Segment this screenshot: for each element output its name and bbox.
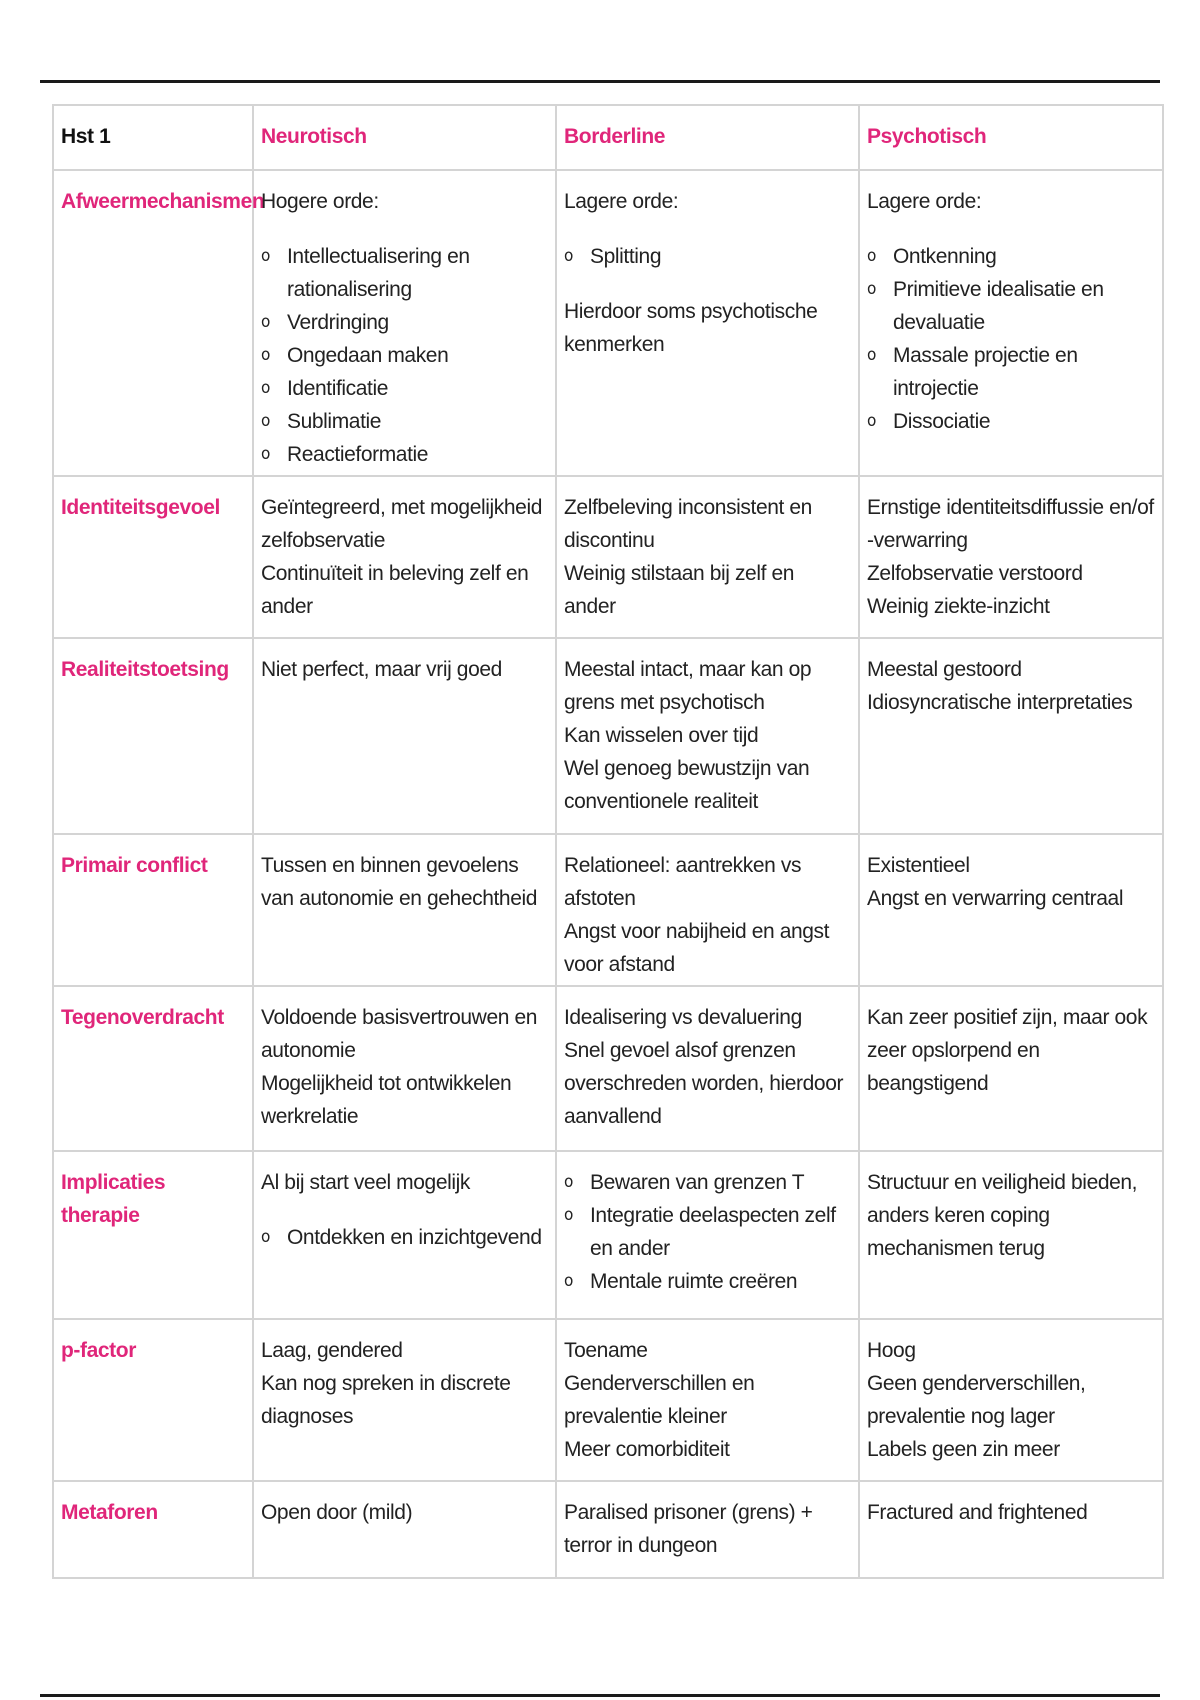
row-label-p-factor: p-factor (53, 1319, 253, 1481)
cell-psychotisch (859, 638, 1163, 834)
cell-borderline (556, 986, 859, 1151)
cell-line: Fractured and frightened (867, 1501, 1088, 1524)
cell-line: Existentieel (867, 854, 970, 877)
cell-line: Ernstige identiteitsdiffussie en/of -verwarring (867, 496, 1154, 552)
cell-psychotisch (859, 476, 1163, 638)
bullet-list (261, 240, 548, 471)
cell-intro: Hogere orde: (261, 190, 379, 213)
list-item: o Verdringing (261, 306, 548, 339)
list-item: o Bewaren van grenzen T (564, 1166, 851, 1199)
cell-line: Wel genoeg bewustzijn van conventionele realiteit (564, 757, 810, 813)
cell-psychotisch (859, 834, 1163, 986)
cell-line: Tussen en binnen gevoelens van autonomie en gehechtheid (261, 854, 538, 910)
cell-line: Meestal intact, maar kan op grens met psychotisch (564, 658, 812, 714)
row-label-afweermechanismen: Afweermechanismen (53, 170, 253, 476)
header-cell-borderline: Borderline (556, 105, 859, 170)
cell-line: Meestal gestoord (867, 658, 1022, 681)
header-cell-neurotisch: Neurotisch (253, 105, 556, 170)
cell-line: Voldoende basisvertrouwen en autonomie (261, 1006, 538, 1062)
table-row (53, 1481, 1163, 1578)
cell-neurotisch (253, 1319, 556, 1481)
table-row (53, 638, 1163, 834)
top-rule (40, 80, 1160, 83)
list-item: o Dissociatie (867, 405, 1155, 438)
bullet-list (261, 1221, 548, 1254)
cell-line: Paralised prisoner (grens) + terror in dungeon (564, 1501, 813, 1557)
list-item: o Sublimatie (261, 405, 548, 438)
table-row (53, 476, 1163, 638)
bullet-list (564, 240, 851, 273)
list-item: o Primitieve idealisatie en devaluatie (867, 273, 1155, 339)
cell-line: Continuïteit in beleving zelf en ander (261, 562, 529, 618)
cell-line: Niet perfect, maar vrij goed (261, 658, 502, 681)
header-cell-chapter: Hst 1 (53, 105, 253, 170)
cell-note: Hierdoor soms psychotische kenmerken (564, 300, 818, 356)
cell-borderline (556, 834, 859, 986)
cell-line: Open door (mild) (261, 1501, 413, 1524)
table-row (53, 170, 1163, 476)
list-item: o Intellectualisering en rationalisering (261, 240, 548, 306)
bullet-list (564, 1166, 851, 1298)
cell-line: Structuur en veiligheid bieden, anders keren coping mechanismen terug (867, 1171, 1138, 1260)
cell-psychotisch (859, 1319, 1163, 1481)
cell-line: Mogelijkheid tot ontwikkelen werkrelatie (261, 1072, 512, 1128)
cell-neurotisch (253, 476, 556, 638)
cell-line: Idealisering vs devaluering (564, 1006, 802, 1029)
bottom-rule (40, 1694, 1160, 1697)
row-label-implicaties-therapie: Implicaties therapie (53, 1151, 253, 1319)
cell-line: Angst voor nabijheid en angst voor afstand (564, 920, 830, 976)
cell-line: Geïntegreerd, met mogelijkheid zelfobservatie (261, 496, 542, 552)
list-item: o Ontdekken en inzichtgevend (261, 1221, 548, 1254)
cell-line: Genderverschillen en prevalentie kleiner (564, 1372, 755, 1428)
cell-borderline (556, 638, 859, 834)
cell-line: Meer comorbiditeit (564, 1438, 730, 1461)
cell-borderline (556, 170, 859, 476)
cell-psychotisch (859, 1481, 1163, 1578)
list-item: o Identificatie (261, 372, 548, 405)
row-label-realiteitstoetsing: Realiteitstoetsing (53, 638, 253, 834)
cell-neurotisch (253, 1481, 556, 1578)
table-row (53, 1151, 1163, 1319)
cell-line: Toename (564, 1339, 648, 1362)
cell-line: Angst en verwarring centraal (867, 887, 1124, 910)
comparison-table (52, 104, 1164, 1579)
cell-line: Laag, gendered (261, 1339, 403, 1362)
row-label-identiteitsgevoel: Identiteitsgevoel (53, 476, 253, 638)
list-item: o Mentale ruimte creëren (564, 1265, 851, 1298)
cell-line: Geen genderverschillen, prevalentie nog lager (867, 1372, 1086, 1428)
cell-borderline (556, 1151, 859, 1319)
cell-line: Relationeel: aantrekken vs afstoten (564, 854, 802, 910)
cell-borderline (556, 1319, 859, 1481)
list-item: o Ongedaan maken (261, 339, 548, 372)
cell-line: Kan nog spreken in discrete diagnoses (261, 1372, 511, 1428)
table-header-row (53, 105, 1163, 170)
cell-psychotisch (859, 986, 1163, 1151)
cell-line: Snel gevoel alsof grenzen overschreden worden, hierdoor aanvallend (564, 1039, 844, 1128)
table-row (53, 1319, 1163, 1481)
table-row (53, 986, 1163, 1151)
cell-borderline (556, 476, 859, 638)
cell-neurotisch (253, 638, 556, 834)
cell-intro: Al bij start veel mogelijk (261, 1171, 471, 1194)
list-item: o Ontkenning (867, 240, 1155, 273)
row-label-metaforen: Metaforen (53, 1481, 253, 1578)
cell-intro: Lagere orde: (564, 190, 679, 213)
table-row (53, 834, 1163, 986)
header-cell-psychotisch: Psychotisch (859, 105, 1163, 170)
cell-line: Kan wisselen over tijd (564, 724, 759, 747)
list-item: o Splitting (564, 240, 851, 273)
bullet-list (867, 240, 1155, 438)
cell-psychotisch (859, 1151, 1163, 1319)
list-item: o Integratie deelaspecten zelf en ander (564, 1199, 851, 1265)
cell-line: Zelfobservatie verstoord (867, 562, 1083, 585)
cell-psychotisch (859, 170, 1163, 476)
cell-borderline (556, 1481, 859, 1578)
list-item: o Massale projectie en introjectie (867, 339, 1155, 405)
cell-line: Weinig stilstaan bij zelf en ander (564, 562, 795, 618)
cell-line: Idiosyncratische interpretaties (867, 691, 1133, 714)
row-label-primair-conflict: Primair conflict (53, 834, 253, 986)
cell-line: Kan zeer positief zijn, maar ook zeer opslorpend en beangstigend (867, 1006, 1148, 1095)
cell-line: Zelfbeleving inconsistent en discontinu (564, 496, 812, 552)
cell-neurotisch (253, 1151, 556, 1319)
cell-line: Weinig ziekte-inzicht (867, 595, 1050, 618)
cell-neurotisch (253, 170, 556, 476)
row-label-tegenoverdracht: Tegenoverdracht (53, 986, 253, 1151)
cell-intro: Lagere orde: (867, 190, 982, 213)
cell-neurotisch (253, 986, 556, 1151)
list-item: o Reactieformatie (261, 438, 548, 471)
cell-line: Labels geen zin meer (867, 1438, 1060, 1461)
cell-neurotisch (253, 834, 556, 986)
cell-line: Hoog (867, 1339, 916, 1362)
